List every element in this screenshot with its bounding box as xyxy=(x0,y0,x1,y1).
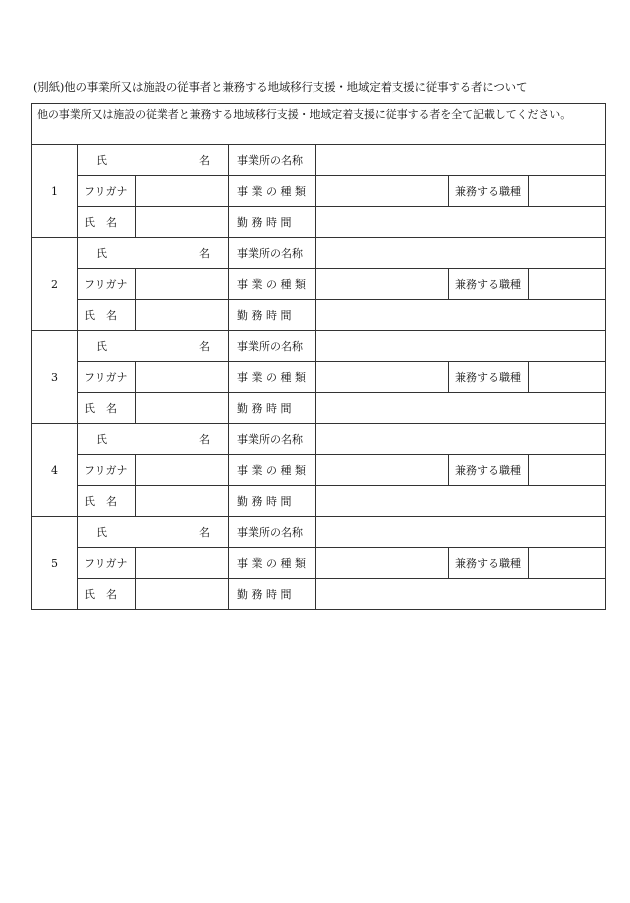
name-header-cell xyxy=(78,145,229,176)
furigana-field[interactable] xyxy=(136,362,229,393)
work-hours-field[interactable] xyxy=(316,579,606,610)
entry-row-name xyxy=(32,393,606,424)
entry-row-furigana xyxy=(32,269,606,300)
work-hours-field[interactable] xyxy=(316,486,606,517)
entry-row-furigana xyxy=(32,176,606,207)
intro-row xyxy=(32,104,606,145)
work-hours-label: 勤 務 時 間 xyxy=(229,300,316,331)
business-type-field[interactable] xyxy=(316,269,449,300)
name-header-left-label: 氏 xyxy=(96,433,107,446)
business-type-field[interactable] xyxy=(316,362,449,393)
office-name-label: 事業所の名称 xyxy=(229,517,316,548)
name-header-cell xyxy=(78,424,229,455)
entry-row-name-header xyxy=(32,145,606,176)
office-name-field[interactable] xyxy=(316,145,606,176)
entry-number: 1 xyxy=(32,145,78,238)
furigana-label: フリガナ xyxy=(78,362,136,393)
concurrent-job-field[interactable] xyxy=(529,176,606,207)
business-type-label: 事 業 の 種 類 xyxy=(229,548,316,579)
entry-number: 2 xyxy=(32,238,78,331)
name-label: 氏 名 xyxy=(78,393,136,424)
entry-row-name-header xyxy=(32,238,606,269)
name-field[interactable] xyxy=(136,207,229,238)
work-hours-field[interactable] xyxy=(316,300,606,331)
concurrent-job-label: 兼務する職種 xyxy=(449,269,529,300)
business-type-label: 事 業 の 種 類 xyxy=(229,269,316,300)
furigana-field[interactable] xyxy=(136,455,229,486)
furigana-label: フリガナ xyxy=(78,548,136,579)
business-type-label: 事 業 の 種 類 xyxy=(229,455,316,486)
entry-row-name-header xyxy=(32,517,606,548)
name-header-right-label: 名 xyxy=(199,433,210,446)
name-header-cell xyxy=(78,331,229,362)
name-label: 氏 名 xyxy=(78,300,136,331)
office-name-field[interactable] xyxy=(316,331,606,362)
name-header-left-label: 氏 xyxy=(96,340,107,353)
concurrent-job-field[interactable] xyxy=(529,548,606,579)
furigana-label: フリガナ xyxy=(78,455,136,486)
entry-row-name-header xyxy=(32,424,606,455)
name-header-right-label: 名 xyxy=(199,340,210,353)
office-name-field[interactable] xyxy=(316,238,606,269)
entry-row-furigana xyxy=(32,548,606,579)
intro-text: 他の事業所又は施設の従業者と兼務する地域移行支援・地域定着支援に従事する者を全て記載してください。 xyxy=(32,104,606,145)
entry-row-name xyxy=(32,579,606,610)
entry-row-furigana xyxy=(32,455,606,486)
concurrent-job-field[interactable] xyxy=(529,455,606,486)
office-name-label: 事業所の名称 xyxy=(229,238,316,269)
concurrent-job-field[interactable] xyxy=(529,362,606,393)
work-hours-label: 勤 務 時 間 xyxy=(229,579,316,610)
concurrent-job-label: 兼務する職種 xyxy=(449,176,529,207)
entry-number: 3 xyxy=(32,331,78,424)
name-label: 氏 名 xyxy=(78,486,136,517)
name-header-left-label: 氏 xyxy=(96,154,107,167)
furigana-field[interactable] xyxy=(136,269,229,300)
work-hours-label: 勤 務 時 間 xyxy=(229,207,316,238)
concurrent-job-label: 兼務する職種 xyxy=(449,362,529,393)
name-field[interactable] xyxy=(136,393,229,424)
business-type-field[interactable] xyxy=(316,455,449,486)
name-header-right-label: 名 xyxy=(199,154,210,167)
business-type-field[interactable] xyxy=(316,548,449,579)
name-header-right-label: 名 xyxy=(199,526,210,539)
name-header-cell xyxy=(78,517,229,548)
name-label: 氏 名 xyxy=(78,207,136,238)
name-field[interactable] xyxy=(136,300,229,331)
furigana-label: フリガナ xyxy=(78,269,136,300)
concurrent-job-label: 兼務する職種 xyxy=(449,455,529,486)
name-header-right-label: 名 xyxy=(199,247,210,260)
entry-row-furigana xyxy=(32,362,606,393)
entry-row-name xyxy=(32,207,606,238)
name-field[interactable] xyxy=(136,486,229,517)
entry-row-name-header xyxy=(32,331,606,362)
business-type-label: 事 業 の 種 類 xyxy=(229,362,316,393)
business-type-field[interactable] xyxy=(316,176,449,207)
office-name-label: 事業所の名称 xyxy=(229,424,316,455)
entry-number: 5 xyxy=(32,517,78,610)
office-name-label: 事業所の名称 xyxy=(229,145,316,176)
furigana-field[interactable] xyxy=(136,176,229,207)
office-name-field[interactable] xyxy=(316,424,606,455)
entry-number: 4 xyxy=(32,424,78,517)
name-header-cell xyxy=(78,238,229,269)
work-hours-label: 勤 務 時 間 xyxy=(229,393,316,424)
staff-table xyxy=(31,103,606,610)
entry-row-name xyxy=(32,486,606,517)
furigana-field[interactable] xyxy=(136,548,229,579)
work-hours-field[interactable] xyxy=(316,207,606,238)
name-header-left-label: 氏 xyxy=(96,526,107,539)
name-field[interactable] xyxy=(136,579,229,610)
business-type-label: 事 業 の 種 類 xyxy=(229,176,316,207)
furigana-label: フリガナ xyxy=(78,176,136,207)
concurrent-job-label: 兼務する職種 xyxy=(449,548,529,579)
concurrent-job-field[interactable] xyxy=(529,269,606,300)
work-hours-label: 勤 務 時 間 xyxy=(229,486,316,517)
work-hours-field[interactable] xyxy=(316,393,606,424)
office-name-label: 事業所の名称 xyxy=(229,331,316,362)
name-label: 氏 名 xyxy=(78,579,136,610)
name-header-left-label: 氏 xyxy=(96,247,107,260)
page-title: (別紙)他の事業所又は施設の従事者と兼務する地域移行支援・地域定着支援に従事する者について xyxy=(33,80,528,94)
entry-row-name xyxy=(32,300,606,331)
office-name-field[interactable] xyxy=(316,517,606,548)
